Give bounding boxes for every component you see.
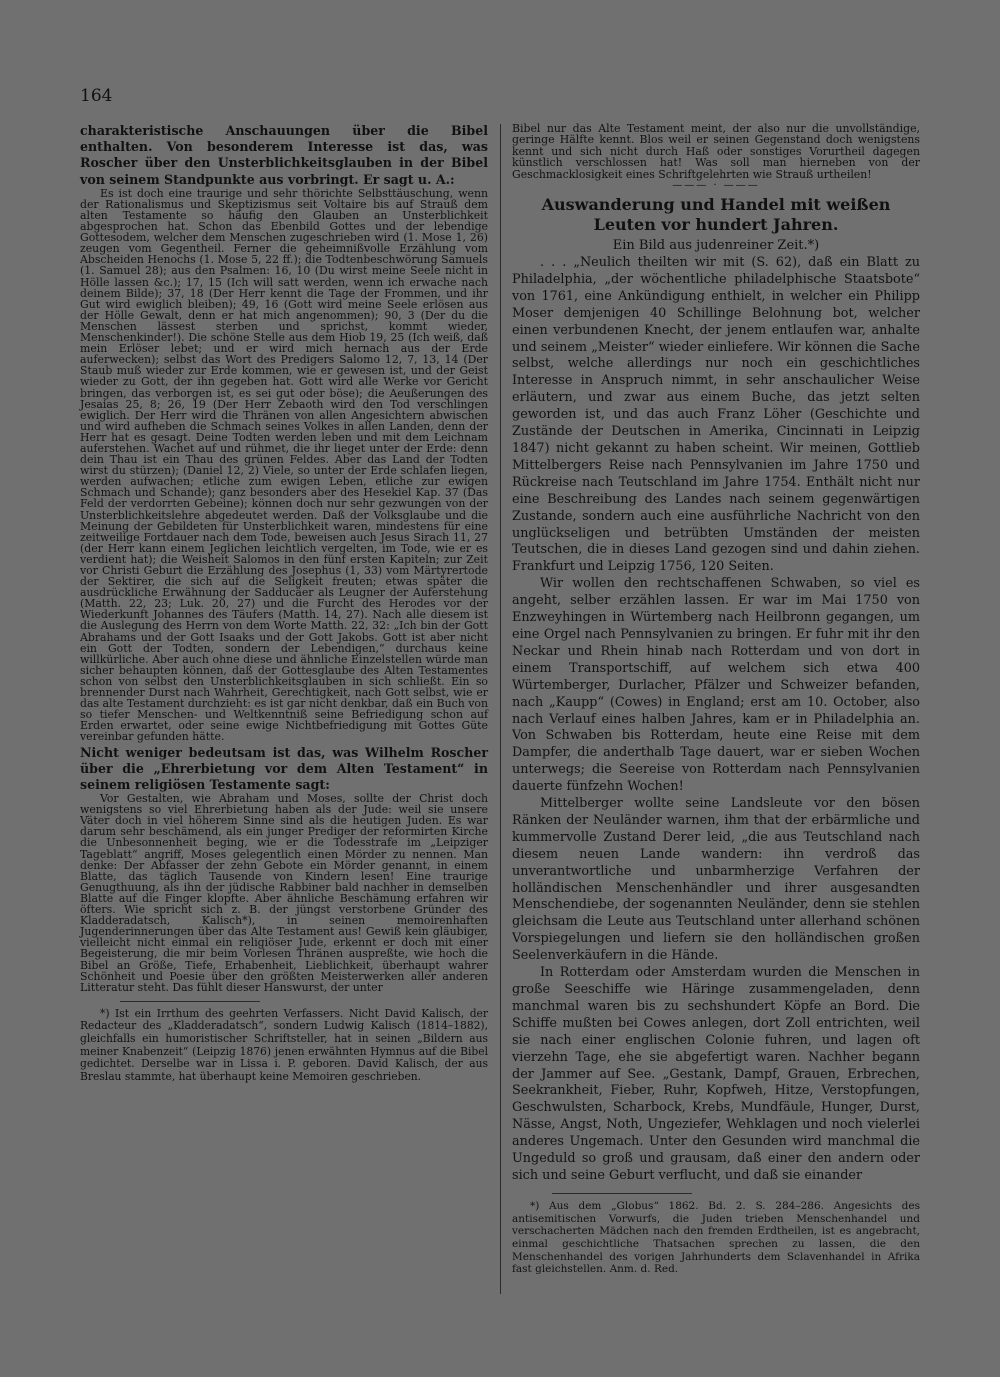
- quote-ehrerbietung: Vor Gestalten, wie Abraham und Moses, sollte der Christ doch wenigstens so viel Ehrerbietung haben als der Jude: weil sie unsere Väter doch in viel höherem Sinne sind als die heutigen Juden. Es war darum sehr beschämend, als ein junger Prediger der reformirten Kirche die Unbesonnenheit beging, wie er die Todesstrafe im „Leipziger Tageblatt“ angriff, Moses gelegentlich einen Mörder zu nennen. Man denke: Der Abfasser der zehn Gebote ein Mörder genannt, in einem Blatte, das täglich Tausende von Kindern lesen! Eine traurige Genugthuung, als ihn der jüdische Rabbiner bald nachher in demselben Blatte auf die Finger klopfte. Aber ähnliche Beschämung erfahren wir öfters. Wie spricht sich z. B. der jüngst verstorbene Gründer des Kladderadatsch, Kalisch*), in seinen memoirenhaften Jugenderinnerungen über das Alte Testament aus! Gewiß kein gläubiger, vielleicht nicht einmal ein religiöser Jude, erkennt er doch mit einer Begeisterung, die mir beim Vorlesen Thränen auspreßte, wie hoch die Bibel an Größe, Tiefe, Erhabenheit, Lieblichkeit, überhaupt wahrer Schönheit und Poesie über den größten Meisterwerken aller anderen Litteratur steht. Das fühlt dieser Hanswurst, der unter: [80, 792, 488, 994]
- intro-paragraph-2: Nicht weniger bedeutsam ist das, was Wilhelm Roscher über die „Ehrerbietung vor dem Alten Testament“ in seinem religiösen Testamente sagt:: [80, 744, 488, 792]
- footnote-rule: [120, 1001, 260, 1002]
- continuation-paragraph: Bibel nur das Alte Testament meint, der also nur die unvollständige, geringe Hälfte kennt. Blos weil er seinen Gegenstand doch wenigstens kennt und sich nicht durch Haß oder sonstiges Vorurtheil dagegen künstlich verschlossen hat! Was soll man hierneben von der Geschmacklosigkeit eines Schriftgelehrten wie Strauß urtheilen!: [512, 122, 920, 181]
- article-paragraph-3: Mittelberger wollte seine Landsleute vor den bösen Ränken der Neuländer warnen, ihm that der erbärmliche und kummervolle Zustand Derer leid, „die aus Teutschland nach diesem neuen Lande wandern: ihn verdroß das unverantwortliche und unbarmherzige Verfahren der holländischen Menschenhändler und ihrer ausgesandten Menschendiebe, der sogenannten Neuländer, denn sie stehlen gleichsam die Leute aus Teutschland unter allerhand schönen Vorspiegelungen und liefern sie den holländischen großen Seelenverkäufern in die Hände.: [512, 796, 920, 964]
- footnote-rule-right: [552, 1193, 692, 1194]
- footnote-left: *) Ist ein Irrthum des geehrten Verfassers. Nicht David Kalisch, der Redacteur des „Kladderadatsch“, sondern Ludwig Kalisch (1814–1882), gleichfalls ein humoristischer Schriftsteller, hat in seinen „Bildern aus meiner Knabenzeit“ (Leipzig 1876) jenen erwähnten Hymnus auf die Bibel gedichtet. Derselbe war in Lissa i. P. geboren. David Kalisch, der aus Breslau stammte, hat überhaupt keine Memoiren geschrieben.: [80, 1006, 488, 1083]
- article-paragraph-4: In Rotterdam oder Amsterdam wurden die Menschen in große Seeschiffe wie Häringe zusammengeladen, denn manchmal waren bis zu sechshundert Köpfe an Bord. Die Schiffe mußten bei Cowes anlegen, dort Zoll entrichten, weil sie nach einer englischen Colonie fuhren, und lagen oft vierzehn Tage, ehe sie abgefertigt waren. Nachher begann der Jammer auf See. „Gestank, Dampf, Grauen, Erbrechen, Seekrankheit, Fieber, Ruhr, Kopfweh, Hitze, Verstopfungen, Geschwulsten, Scharbock, Krebs, Mundfäule, Hunger, Durst, Nässe, Angst, Noth, Ungeziefer, Wehklagen und noch vielerlei anderes Ungemach. Unter den Gesunden wird manchmal die Ungeduld so groß und grausam, daß einer den andern oder sich und seine Geburt verflucht, und daß sie einander: [512, 965, 920, 1183]
- intro-paragraph: charakteristische Anschauungen über die Bibel enthalten. Von besonderem Interesse ist das, was Roscher über den Unsterblichkeitsglauben in der Bibel von seinem Standpunkte aus vorbringt. Er sagt u. A.:: [80, 123, 488, 187]
- quote-unsterblichkeit: Es ist doch eine traurige und sehr thörichte Selbsttäuschung, wenn der Rationalismus und Skeptizismus seit Voltaire bis auf Strauß dem alten Testamente so häufig den Glauben an Unsterblichkeit abgesprochen hat. Schon das Ebenbild Gottes und der lebendige Gottesodem, welcher dem Menschen zugeschrieben wird (1. Mose 1, 26) zeugen vom Gegentheil. Ferner die geheimnißvolle Erzählung vom Abscheiden Henochs (1. Mose 5, 22 ff.); die Todtenbeschwörung Samuels (1. Samuel 28); aus den Psalmen: 16, 10 (Du wirst meine Seele nicht in Hölle lassen &c.); 17, 15 (Ich will satt werden, wenn ich erwache nach deinem Bilde); 37, 18 (Der Herr kennt die Tage der Frommen, und ihr Gut wird ewiglich bleiben); 49, 16 (Gott wird meine Seele erlösen aus der Hölle Gewalt, denn er hat mich angenommen); 90, 3 (Der du die Menschen lässest sterben und sprichst, kommt wieder, Menschenkinder!). Die schöne Stelle aus dem Hiob 19, 25 (Ich weiß, daß mein Erlöser lebet; und er wird mich hernach aus der Erde auferwecken); selbst das Wort des Predigers Salomo 12, 7, 13, 14 (Der Staub muß wieder zur Erde kommen, wie er gewesen ist, und der Geist wieder zu Gott, der ihn gegeben hat. Gott wird alle Werke vor Gericht bringen, das verborgen ist, es sei gut oder böse); die Aeußerungen des Jesaias 25, 8; 26, 19 (Der Herr Zebaoth wird den Tod verschlingen ewiglich. Der Herr wird die Thränen von allen Angesichtern abwischen und wird aufheben die Schmach seines Volkes in allen Landen, denn der Herr hat es gesagt. Deine Todten werden leben und mit dem Leichnam auferstehen. Wachet auf und rühmet, die ihr lieget unter der Erde: denn dein Thau ist ein Thau des grünen Feldes. Aber das Land der Todten wirst du stürzen); (Daniel 12, 2) Viele, so unter der Erde schlafen liegen, werden aufwachen; etliche zum ewigen Leben, etliche zur ewigen Schmach und Schande); ganz besonders aber des Hesekiel Kap. 37 (Das Feld der verdorrten Gebeine); können doch nur sehr gezwungen von der Unsterblichkeitslehre abgedeutet werden. Daß der Volksglaube und die Meinung der Gebildeten für Unsterblichkeit waren, mindestens für eine zeitweilige Fortdauer nach dem Tode, beweisen auch Jesus Sirach 11, 27 (der Herr kann einem Jeglichen leichtlich vergelten, im Tode, wie er es verdient hat); die Weisheit Salomos in den fünf ersten Kapiteln; zur Zeit vor Christi Geburt die Erzählung des Josephus (1, 33) vom Märtyrertode der Sektirer, die sich auf die Seligkeit freuten; etwas später die ausdrückliche Erwähnung der Sadducäer als Leugner der Auferstehung (Matth. 22, 23; Luk. 20, 27) und die Furcht des Herodes vor der Wiederkunft Johannes des Täufers (Matth. 14, 27). Nach alle diesem ist die Auslegung des Herrn von dem Worte Matth. 22, 32: „Ich bin der Gott Abrahams und der Gott Isaaks und der Gott Jakobs. Gott ist aber nicht ein Gott der Todten, sondern der Lebendigen,“ durchaus keine willkürliche. Aber auch ohne diese und ähnliche Einzelstellen würde man sicher behaupten können, daß der Gottesglaube des Alten Testamentes schon von selbst den Unsterblichkeitsglauben in sich schließt. Ein so brennender Durst nach Wahrheit, Gerechtigkeit, nach Gott selbst, wie er das alte Testament durchzieht: es ist gar nicht denkbar, daß ein Buch von so tiefer Menschen- und Weltkenntniß seine Befriedigung schon auf Erden erwartet, oder seine ewige Nichtbefriedigung mit Gottes Güte vereinbar gefunden hätte.: [80, 186, 488, 744]
- footnote-right: *) Aus dem „Globus“ 1862. Bd. 2. S. 284–286. Angesichts des antisemitischen Vorwurfs, die Juden trieben Menschenhandel und verschacherten Mädchen nach den fremden Erdtheilen, ist es angebracht, einmal geschichtliche Thatsachen sprechen zu lassen, die den Menschenhandel des vorigen Jahrhunderts dem Sclavenhandel in Afrika fast gleichstellen. Anm. d. Red.: [512, 1199, 920, 1276]
- right-column: [512, 123, 920, 1276]
- page-number: 164: [80, 86, 113, 106]
- article-title: Auswanderung und Handel mit weißen Leuten vor hundert Jahren.: [541, 195, 891, 234]
- article-subtitle: Ein Bild aus judenreiner Zeit.*): [612, 238, 820, 254]
- left-column: [80, 123, 488, 1083]
- column-divider: [500, 124, 501, 1294]
- article-paragraph-2: Wir wollen den rechtschaffenen Schwaben, so viel es angeht, selber erzählen lassen. Er war im Mai 1750 von Enzweyhingen in Würtemberg nach Heilbronn gegangen, um eine Orgel nach Pennsylvanien zu bringen. Er fuhr mit ihr den Neckar und Rhein hinab nach Rotterdam und von dort in einem Transportschiff, auf welchem sich etwa 400 Würtemberger, Durlacher, Pfälzer und Schweizer befanden, nach „Kaupp“ (Cowes) in England; erst am 10. October, also nach Verlauf eines halben Jahres, kam er in Philadelphia an. Von Schwaben bis Rotterdam, heute eine Reise mit dem Dampfer, die anderthalb Tage dauert, war er sieben Wochen unterwegs; die Seereise von Rotterdam nach Pennsylvanien dauerte fünfzehn Wochen!: [512, 576, 920, 795]
- section-separator: ——— · ———: [672, 180, 760, 192]
- article-paragraph-1: . . . „Neulich theilten wir mit (S. 62), daß ein Blatt zu Philadelphia, „der wöchentliche philadelphische Staatsbote“ von 1761, eine Ankündigung enthielt, in welcher ein Philipp Moser demjenigen 40 Schillinge Belohnung bot, welcher einen verbundenen Knecht, der jenem entlaufen war, anhalte und seinem „Meister“ wieder einliefere. Wir können die Sache selbst, welche allerdings nur noch ein geschichtliches Interesse in Anspruch nimmt, in sehr anschaulicher Weise erläutern, und zwar aus einem Buche, das jetzt selten geworden ist, und das auch Franz Löher (Geschichte und Zustände der Deutschen in Amerika, Cincinnati in Leipzig 1847) nicht gekannt zu haben scheint. Wir meinen, Gottlieb Mittelbergers Reise nach Pennsylvanien im Jahre 1750 und Rückreise nach Teutschland im Jahre 1754. Enthält nicht nur eine Beschreibung des Landes nach seinem gegenwärtigen Zustande, sondern auch eine ausführliche Nachricht von den unglückseligen und betrübten Umständen der meisten Teutschen, die in dieses Land gezogen sind und dahin ziehen. Frankfurt und Leipzig 1756, 120 Seiten.: [512, 255, 920, 575]
